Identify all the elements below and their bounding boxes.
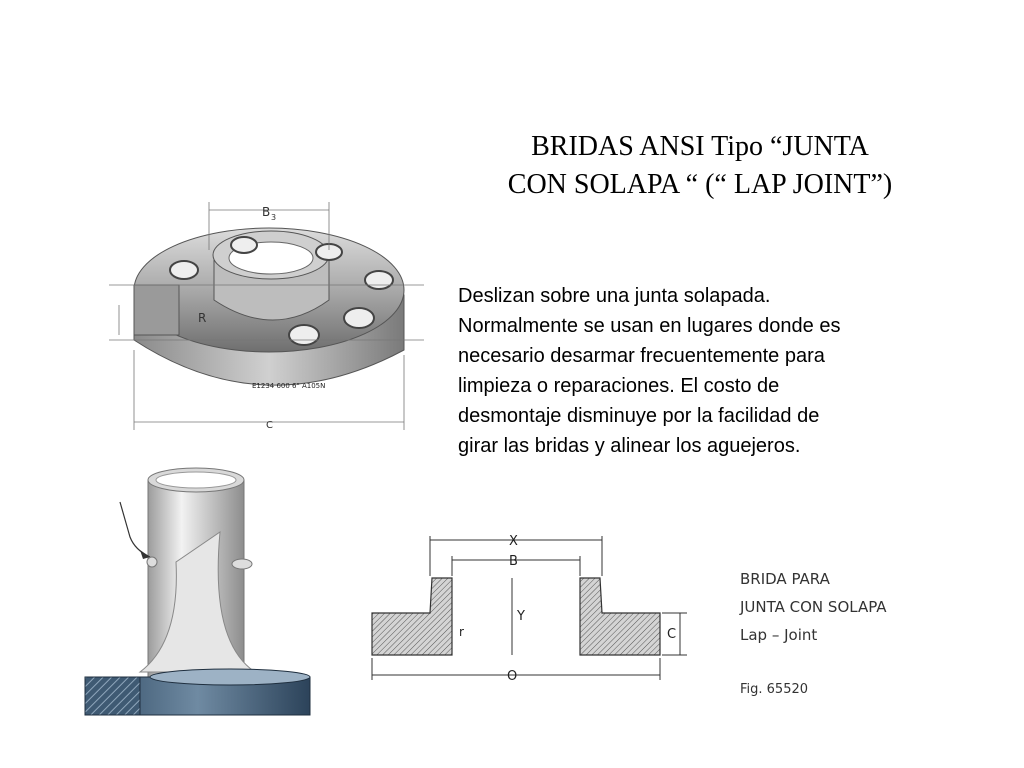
slide-body <box>458 281 958 461</box>
flange-dim-c: C <box>266 420 273 431</box>
slide-title <box>440 128 960 204</box>
section-dim-r: r <box>459 625 464 639</box>
caption-line-3: Lap – Joint <box>740 626 818 644</box>
title-line-1: BRIDAS ANSI Tipo “JUNTA <box>531 131 869 162</box>
section-dim-x: X <box>509 534 518 549</box>
title-line-2: CON SOLAPA “ (“ LAP JOINT”) <box>507 169 893 200</box>
body-line-2: Normalmente se usan en lugares donde es <box>458 315 841 337</box>
section-view-drawing <box>362 528 702 688</box>
body-line-1: Deslizan sobre una junta solapada. <box>458 285 771 307</box>
caption-figure-number: Fig. 65520 <box>740 682 809 697</box>
flange-dim-b-subscript: 3 <box>271 213 277 222</box>
section-dim-o: O <box>507 669 518 684</box>
caption-line-2: JUNTA CON SOLAPA <box>740 598 887 616</box>
flange-dim-r: R <box>198 311 207 325</box>
section-dim-y: Y <box>517 609 525 624</box>
pipe-lap-joint-illustration <box>80 462 320 718</box>
body-line-3: necesario desarmar frecuentemente para <box>458 345 825 367</box>
section-dim-c: C <box>667 627 677 642</box>
body-line-4: limpieza o reparaciones. El costo de <box>458 375 780 397</box>
flange-stamp: E1234 600 6" A105N <box>252 382 326 390</box>
flange-illustration <box>104 190 429 435</box>
body-line-5: desmontaje disminuye por la facilidad de <box>458 405 820 427</box>
flange-dim-b: B <box>262 205 271 219</box>
caption-line-1: BRIDA PARA <box>740 570 830 588</box>
section-dim-b: B <box>509 554 518 569</box>
body-line-6: girar las bridas y alinear los aguejeros. <box>458 435 801 457</box>
